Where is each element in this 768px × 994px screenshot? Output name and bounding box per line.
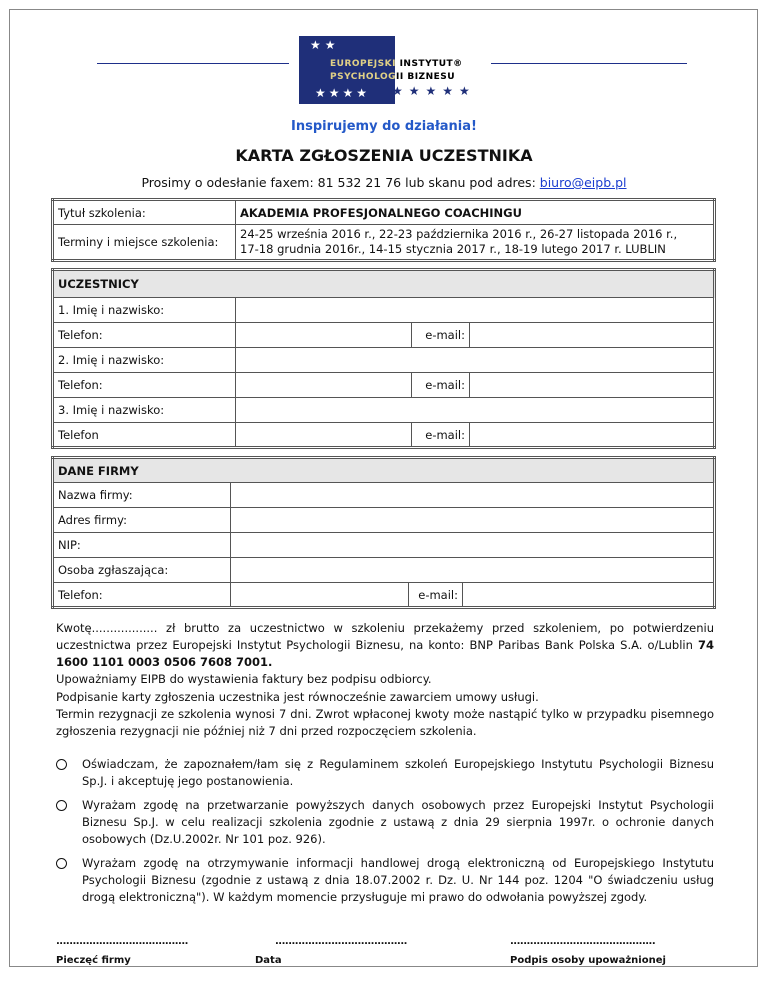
email-link[interactable]: biuro@eipb.pl (539, 175, 627, 190)
logo-stars-right: ★★★★★ (392, 84, 476, 98)
company-nip-field[interactable] (231, 533, 715, 558)
signature-label: Podpis osoby upoważnionej (510, 955, 666, 966)
participant-1-email-field[interactable] (470, 323, 715, 348)
company-heading: DANE FIRMY (53, 458, 715, 483)
terms-text: Podpisanie karty zgłoszenia uczestnika jest równocześnie zawarciem umowy usługi. Termin rezygnacji ze szkolenia wynosi 7 dni. Zwrot wpłaconej kwoty może nastąpić tylko w przypadku pisemnego zgłoszenia rezygnacji nie później niż 7 dni przed rozpoczęciem szkolenia. (56, 690, 714, 738)
training-title-value: AKADEMIA PROFESJONALNEGO COACHINGU (236, 200, 715, 225)
participant-3-name-label: 3. Imię i nazwisko: (53, 398, 236, 423)
stamp-line: ........................................ (56, 936, 188, 947)
training-dates-value: 24-25 września 2016 r., 22-23 października 2016 r., 26-27 listopada 2016 r., 17-18 grudnia 2016r., 14-15 stycznia 2017 r., 18-19 lutego 2017 r. LUBLIN (236, 225, 715, 261)
participant-3-email-label: e-mail: (412, 423, 470, 448)
header-line-right (489, 63, 687, 64)
stamp-label: Pieczęć firmy (56, 955, 131, 966)
signature-line: ............................................ (510, 936, 656, 947)
header-line-left (97, 63, 289, 64)
company-name-field[interactable] (231, 483, 715, 508)
subtitle: Prosimy o odesłanie faxem: 81 532 21 76 lub skanu pod adres: biuro@eipb.pl (141, 175, 627, 190)
company-address-label: Adres firmy: (53, 508, 231, 533)
company-table (51, 456, 716, 609)
motto: Inspirujemy do działania! (291, 119, 477, 134)
participant-1-name-label: 1. Imię i nazwisko: (53, 298, 236, 323)
consent-radio-1[interactable] (56, 759, 67, 770)
company-person-label: Osoba zgłaszająca: (53, 558, 231, 583)
logo-stars: ★★ (310, 38, 340, 52)
participant-3-email-field[interactable] (470, 423, 715, 448)
participant-3-phone-label: Telefon (53, 423, 236, 448)
consent-marketing: Wyrażam zgodę na otrzymywanie informacji handlowej drogą elektroniczną od Europejskiego Instytutu Psychologii Biznesu (zgodnie z ustawą z dnia 18.07.2002 r. Dz. U. Nr 144 poz. 1204 "O świadczeniu usług drogą elektroniczną"). W każdym momencie przysługuje mi prawo do odwołania powyższej zgody. (56, 855, 714, 906)
participant-2-email-field[interactable] (470, 373, 715, 398)
consent-radio-2[interactable] (56, 800, 67, 811)
participant-3-name-field[interactable] (236, 398, 715, 423)
participant-2-phone-field[interactable] (236, 373, 412, 398)
company-address-field[interactable] (231, 508, 715, 533)
training-table (51, 198, 716, 262)
payment-text: Kwotę.................. zł brutto za uczestnictwo w szkoleniu przekażemy przed szkoleniem, po potwierdzeniu uczestnictwa przez Europejski Instytut Psychologii Biznesu, na konto: BNP Paribas Bank Polska S.A. o/Lublin 74 1600 1101 0003 0506 7608 7001. Upoważniamy EIPB do wystawienia faktury bez podpisu odbiorcy. (56, 621, 714, 686)
participant-1-phone-label: Telefon: (53, 323, 236, 348)
company-nip-label: NIP: (53, 533, 231, 558)
consent-radio-3[interactable] (56, 858, 67, 869)
consent-regulations: Oświadczam, że zapoznałem/łam się z Regulaminem szkoleń Europejskiego Instytutu Psychologii Biznesu Sp.J. i akceptuję jego postanowienia. (56, 756, 714, 790)
date-label: Data (255, 955, 282, 966)
participant-2-email-label: e-mail: (412, 373, 470, 398)
company-email-label: e-mail: (409, 583, 463, 608)
training-title-label: Tytuł szkolenia: (53, 200, 236, 225)
participants-table (51, 268, 716, 449)
participant-2-phone-label: Telefon: (53, 373, 236, 398)
participant-2-name-label: 2. Imię i nazwisko: (53, 348, 236, 373)
company-person-field[interactable] (231, 558, 715, 583)
participant-3-phone-field[interactable] (236, 423, 412, 448)
logo-text: EUROPEJSKI INSTYTUT® PSYCHOLOGII BIZNESU (330, 59, 463, 82)
date-line: ........................................ (275, 936, 407, 947)
company-name-label: Nazwa firmy: (53, 483, 231, 508)
participant-1-phone-field[interactable] (236, 323, 412, 348)
company-email-field[interactable] (463, 583, 715, 608)
participant-2-name-field[interactable] (236, 348, 715, 373)
company-phone-label: Telefon: (53, 583, 231, 608)
participant-1-name-field[interactable] (236, 298, 715, 323)
company-phone-field[interactable] (231, 583, 409, 608)
participant-1-email-label: e-mail: (412, 323, 470, 348)
page-title: KARTA ZGŁOSZENIA UCZESTNIKA (235, 146, 533, 165)
training-dates-label: Terminy i miejsce szkolenia: (53, 225, 236, 261)
logo-stars-bottom: ★★★★ (315, 86, 371, 100)
consent-data-processing: Wyrażam zgodę na przetwarzanie powyższych danych osobowych przez Europejski Instytut Psychologii Biznesu Sp.J. w celu realizacji szkolenia zgodnie z ustawą z dnia 29 sierpnia 1997r. o ochronie danych osobowych (Dz.U.2002r. Nr 101 poz. 926). (56, 797, 714, 848)
participants-heading: UCZESTNICY (53, 270, 715, 298)
